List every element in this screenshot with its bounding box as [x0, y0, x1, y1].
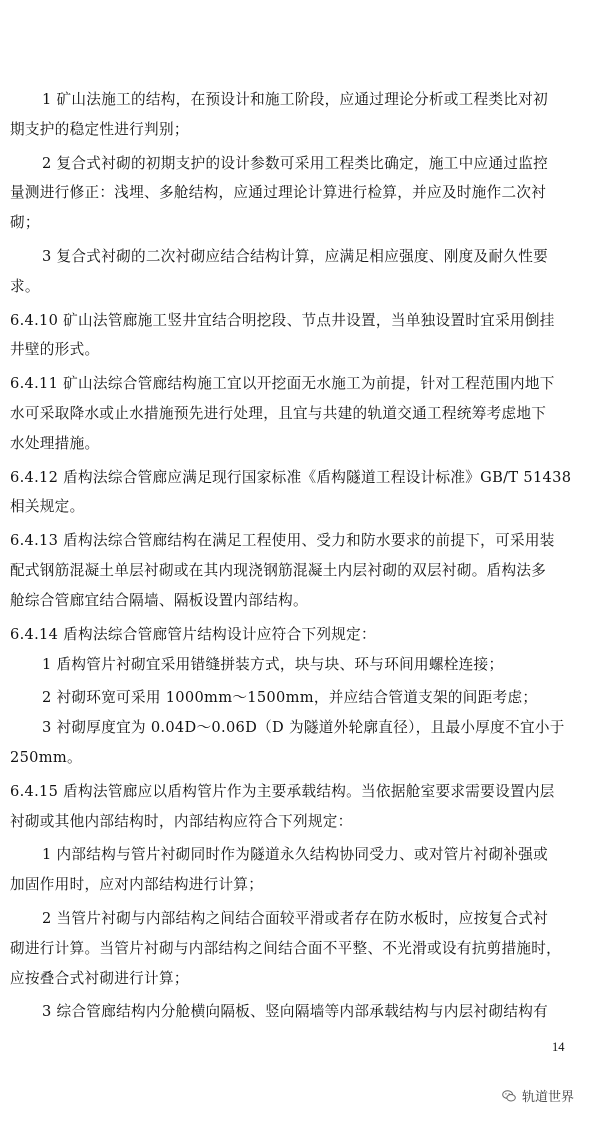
- text-line: 砌；: [10, 214, 40, 231]
- section-line: 6.4.15 盾构法管廊应以盾构管片作为主要承载结构。当依据舱室要求需要设置内层: [10, 783, 555, 800]
- text-line: 井壁的形式。: [10, 341, 100, 358]
- text-line: 3 衬砌厚度宜为 0.04D～0.06D（D 为隧道外轮廓直径），且最小厚度不宜小于: [42, 719, 565, 736]
- page-number: 14: [552, 1040, 565, 1054]
- text-line: 250mm。: [10, 749, 82, 766]
- text-line: 量测进行修正：浅埋、多舱结构，应通过理论计算进行检算，并应及时施作二次衬: [10, 184, 547, 201]
- text-line: 1 矿山法施工的结构，在预设计和施工阶段，应通过理论分析或工程类比对初: [42, 91, 549, 108]
- text-line: 衬砌或其他内部结构时，内部结构应符合下列规定：: [10, 813, 353, 830]
- text-line: 期支护的稳定性进行判别；: [10, 121, 189, 138]
- text-line: 2 复合式衬砌的初期支护的设计参数可采用工程类比确定，施工中应通过监控: [42, 155, 549, 172]
- text-line: 2 衬砌环宽可采用 1000mm～1500mm，并应结合管道支架的间距考虑；: [42, 689, 538, 706]
- text-line: 加固作用时，应对内部结构进行计算；: [10, 876, 264, 893]
- wechat-icon: [502, 1089, 516, 1103]
- text-line: 应按叠合式衬砌进行计算；: [10, 970, 189, 987]
- text-line: 1 盾构管片衬砌宜采用错缝拼装方式，块与块、环与环间用螺栓连接；: [42, 656, 504, 673]
- text-line: 水可采取降水或止水措施预先进行处理，且宜与共建的轨道交通工程统筹考虑地下: [10, 405, 547, 422]
- text-line: 配式钢筋混凝土单层衬砌或在其内现浇钢筋混凝土内层衬砌的双层衬砌。盾构法多: [10, 562, 547, 579]
- text-line: 水处理措施。: [10, 435, 100, 452]
- watermark-text: 轨道世界: [522, 1090, 575, 1105]
- section-line: 6.4.11 矿山法综合管廊结构施工宜以开挖面无水施工为前提，针对工程范围内地下: [10, 375, 555, 392]
- text-line: 3 复合式衬砌的二次衬砌应结合结构计算，应满足相应强度、刚度及耐久性要: [42, 248, 549, 265]
- text-line: 相关规定。: [10, 498, 85, 515]
- text-line: 求。: [10, 278, 40, 295]
- section-line: 6.4.12 盾构法综合管廊应满足现行国家标准《盾构隧道工程设计标准》GB/T 51438: [10, 469, 572, 486]
- text-line: 3 综合管廊结构内分舱横向隔板、竖向隔墙等内部承载结构与内层衬砌结构有: [42, 1003, 549, 1020]
- text-line: 2 当管片衬砌与内部结构之间结合面较平滑或者存在防水板时，应按复合式衬: [42, 910, 549, 927]
- text-line: 1 内部结构与管片衬砌同时作为隧道永久结构协同受力、或对管片衬砌补强或: [42, 846, 549, 863]
- section-line: 6.4.14 盾构法综合管廊管片结构设计应符合下列规定：: [10, 626, 376, 643]
- text-line: 舱综合管廊宜结合隔墙、隔板设置内部结构。: [10, 592, 308, 609]
- text-line: 砌进行计算。当管片衬砌与内部结构之间结合面不平整、不光滑或设有抗剪措施时，: [10, 940, 562, 957]
- section-line: 6.4.10 矿山法管廊施工竖井宜结合明挖段、节点井设置，当单独设置时宜采用倒挂: [10, 312, 555, 329]
- section-line: 6.4.13 盾构法综合管廊结构在满足工程使用、受力和防水要求的前提下，可采用装: [10, 532, 555, 549]
- watermark: [502, 1086, 574, 1105]
